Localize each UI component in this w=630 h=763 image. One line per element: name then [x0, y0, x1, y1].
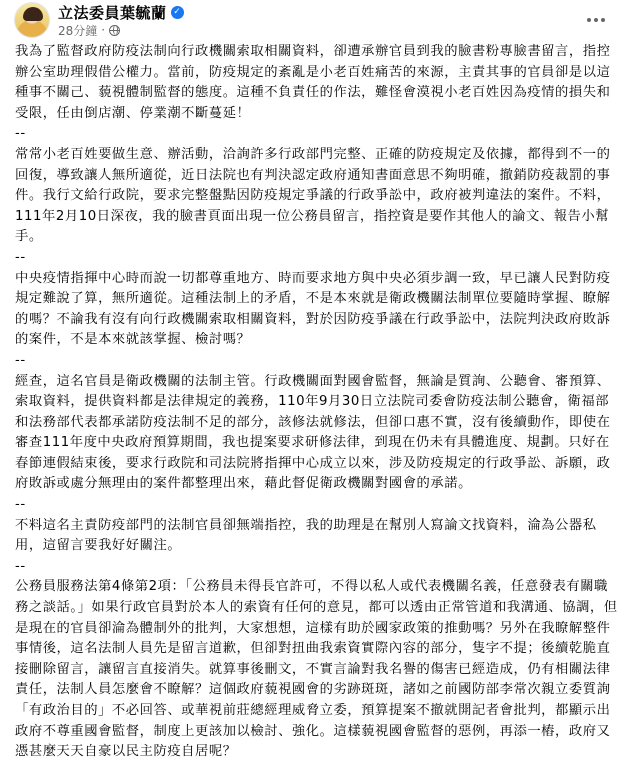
verified-badge-icon: ✓ [171, 6, 184, 19]
paragraph-separator: -- [15, 352, 26, 368]
post-meta [58, 22, 120, 38]
post-paragraph-5: 不料這名主責防疫部門的法制官員卻無端指控，我的助理是在幫別人寫論文找資料，淪為公器私用，這留言要我好好關注。 [15, 517, 597, 554]
post-timestamp-link[interactable]: 28分鐘 [58, 23, 98, 38]
page-name-link[interactable]: 立法委員葉毓蘭 [58, 3, 167, 22]
name-row [58, 2, 184, 22]
post-header [14, 2, 614, 38]
post-body [15, 42, 619, 763]
more-options-icon[interactable] [582, 6, 610, 34]
post-paragraph-4: 經查，這名官員是衛政機關的法制主管。行政機關面對國會監督，無論是質詢、公聽會、審預算、索取資料，提供資料都是法律規定的義務，110年9月30日立法院司委會防疫法制公聽會，衛福部和法務部代表都承諾防疫法制不足的部分，該修法就修法，但卻口惠不實，沒有後續動作，即使在審查111年度中央政府預算期間，我也提案要求研修法律，到現在仍未有具體進度、規劃。只好在春節連假結束後，要求行政院和司法院將指揮中心成立以來，涉及防疫規定的行政爭訟、訴願，政府敗訴或處分無理由的案件都整理出來，藉此督促衛政機關對國會的承諾。 [15, 373, 611, 492]
more-dot [601, 18, 605, 22]
paragraph-separator: -- [15, 126, 26, 142]
more-dot [587, 18, 591, 22]
avatar[interactable] [14, 2, 50, 38]
paragraph-separator: -- [15, 497, 26, 513]
post-paragraph-1: 我為了監督政府防疫法制向行政機關索取相關資料，卻遭承辦官員到我的臉書粉專臉書留言，指控辦公室助理假借公權力。當前，防疫規定的紊亂是小老百姓痛苦的來源，主責其事的官員卻是以這種事不關己、藐視體制監督的態度。這種不負責任的作法，難怪會漠視小老百姓因為疫情的損失和受限，任由倒店潮、停業潮不斷蔓延！ [15, 44, 611, 121]
post-paragraph-6: 公務員服務法第4條第2項：「公務員未得長官許可，不得以私人或代表機關名義，任意發表有關職務之談話。」如果行政官員對於本人的索資有任何的意見，都可以透由正常管道和我溝通、協調，但是現在的官員卻淪為體制外的批判，大家想想，這樣有助於國家政策的推動嗎？另外在我瞭解整件事情後，這名法制人員先是留言道歉，但卻對扭曲我索資實際內容的部分，隻字不提；後續乾脆直接刪除留言，讓留言直接消失。就算事後刪文，不實言論對我名譽的傷害已經造成，仍有相關法律責任，法制人員怎麼會不瞭解？這個政府藐視國會的劣跡斑斑，諸如之前國防部李常次親立委質詢「有政治目的」不必回答、或華視前莊總經理威脅立委，預算提案不撤就開記者會批判，都顯示出政府不尊重國會監督，制度上更該加以檢討、強化。這樣藐視國會監督的惡例，再添一樁，政府又憑甚麼天天自豪以民主防疫自居呢？ [15, 579, 618, 760]
paragraph-separator: -- [15, 249, 26, 265]
post-paragraph-2: 常常小老百姓要做生意、辦活動，洽詢許多行政部門完整、正確的防疫規定及依據，都得到不一的回復，導致讓人無所適從，近日法院也有判決認定政府通知書面意思不夠明確，撤銷防疫裁罰的事件。我行文給行政院，要求完整盤點因防疫規定爭議的行政爭訟中，政府被判違法的案件。不料，111年2月10日深夜，我的臉書頁面出現一位公務員留言，指控資是要作其他人的論文、報告小幫手。 [15, 146, 611, 245]
meta-dot: · [101, 23, 106, 37]
avatar-hair [23, 7, 43, 21]
paragraph-separator: -- [15, 558, 26, 574]
post-paragraph-3: 中央疫情指揮中心時而說一切都尊重地方、時而要求地方與中央必須步調一致，早已讓人民對防疫規定難說了算，無所適從。這種法制上的矛盾，不是本來就是衛政機關法制單位要隨時掌握、瞭解的嗎？不論我有沒有向行政機關索取相關資料，對於因防疫爭議在行政爭訟中，法院判決政府敗訴的案件，不是本來就該掌握、檢討嗎？ [15, 270, 611, 348]
globe-icon[interactable] [109, 25, 120, 36]
more-dot [594, 18, 598, 22]
